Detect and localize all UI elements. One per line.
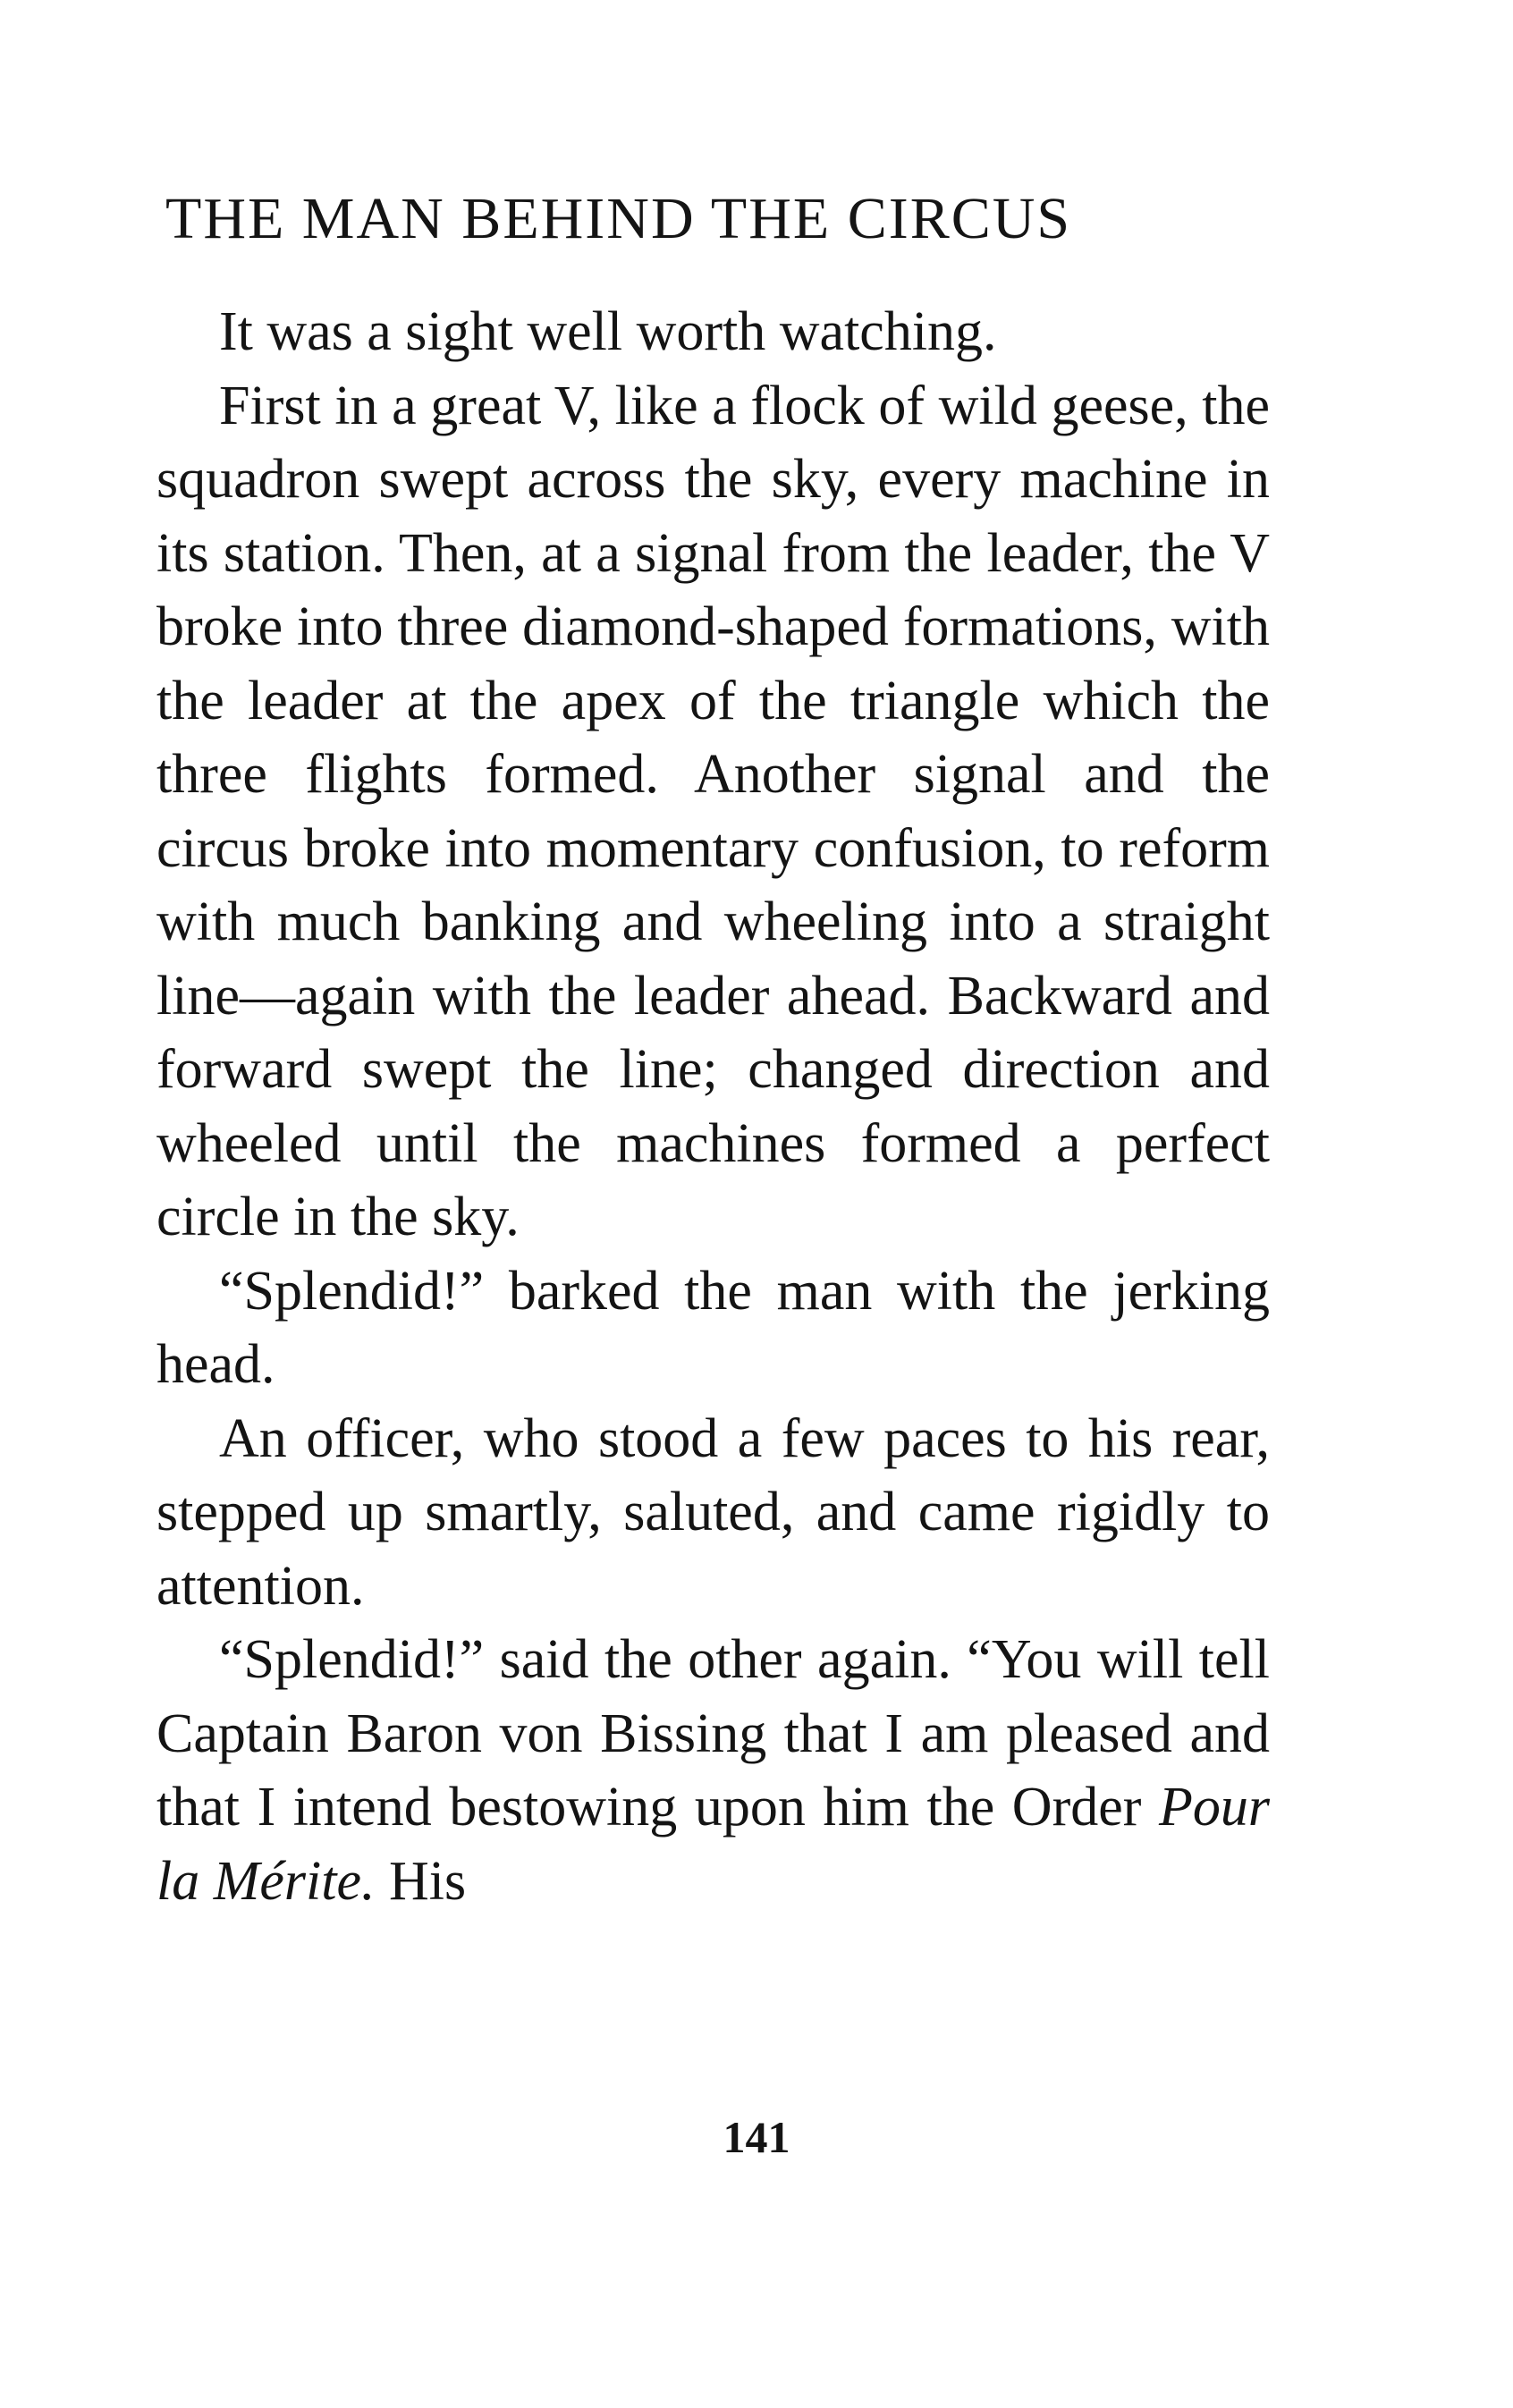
running-head: THE MAN BEHIND THE CIRCUS (165, 186, 1072, 251)
paragraph-3: “Splendid!” barked the man with the jerking head. (156, 1260, 1270, 1395)
paragraph-5-text-before: “Splendid!” said the other again. “You will tell Captain Baron von Bissing that I am pleased and that I intend bestowing upon him the Order (156, 1629, 1270, 1838)
paragraph-4: An officer, who stood a few paces to his rear, stepped up smartly, saluted, and came rigidly to attention. (156, 1407, 1270, 1617)
paragraph-1: It was a sight well worth watching. (219, 301, 997, 362)
paragraph-5 (156, 1623, 1270, 1918)
order-title-italic: Pour la Mérite. (156, 1777, 1270, 1912)
paragraph-2: First in a great V, like a flock of wild geese, the squadron swept across the sky, every machine in its station. Then, at a signal from the leader, the V broke into three diamond-shaped formations, with the leader at the apex of the triangle which the three flights formed. Another signal and the circus broke into momentary confusion, to reform with much banking and wheeling into a straight line—again with the leader ahead. Backward and forward swept the line; changed direction and wheeled until the machines formed a perfect circle in the sky. (156, 375, 1270, 1247)
paragraph-5-text-after: His (375, 1850, 467, 1912)
page-number: 141 (723, 2112, 790, 2162)
body-text (156, 295, 1270, 1918)
